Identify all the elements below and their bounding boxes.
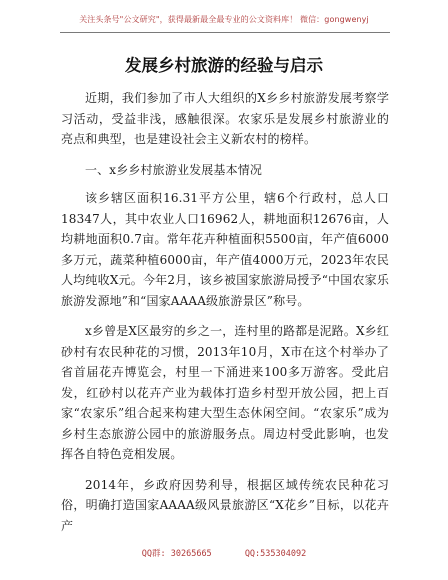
paragraph-overview: 该乡辖区面积16.31平方公里，辖6个行政村，总人口18347人，其中农业人口16962人，耕地面积12676亩，人均耕地面积0.7亩。常年花卉种植面积5500亩，年产值6000多万元，蔬菜种植6000亩，年产值4000万元，2023年农民人均纯收X元。今年2月，该乡被国家旅游局授予“中国农家乐旅游发源地”和“国家AAAA级旅游景区”称号。 bbox=[61, 191, 389, 308]
header-divider bbox=[60, 32, 390, 33]
footer-qq: QQ:535304092 bbox=[244, 549, 307, 559]
paragraph-history: x乡曾是X区最穷的乡之一，连村里的路都是泥路。X乡红砂村有农民种花的习惯，2013年10月，X市在这个村举办了省首届花卉博览会，村里一下涌进来100多万游客。受此启发，红砂村以花卉产业为载体打造乡村型开放公园，把上百家“农家乐”组合起来构建大型生态休闲空间。“农家乐”成为乡村生态旅游公园中的旅游服务点。周边村受此影响，也发挥各自特色竞相发展。 bbox=[61, 324, 389, 461]
document-body bbox=[61, 88, 389, 546]
header-banner: 关注头条号"公文研究"，获得最新最全最专业的公文资料库！ 微信：gongwenyj bbox=[79, 15, 369, 24]
footer-contact bbox=[0, 547, 448, 559]
paragraph-2014: 2014年，乡政府因势利导，根据区域传统农民种花习俗，明确打造国家AAAA级风景旅游区“X花乡”目标，以花卉产 bbox=[61, 477, 389, 533]
document-title: 发展乡村旅游的经验与启示 bbox=[125, 56, 323, 75]
footer-qq-group: QQ群: 30265665 bbox=[141, 549, 212, 559]
section-heading: 一、x乡乡村旅游业发展基本情况 bbox=[85, 162, 263, 177]
paragraph-intro: 近期，我们参加了市人大组织的X乡乡村旅游发展考察学习活动，受益非浅，感触很深。农家乐是发展乡村旅游业的亮点和典型，也是建设社会主义新农村的榜样。 bbox=[61, 91, 389, 146]
